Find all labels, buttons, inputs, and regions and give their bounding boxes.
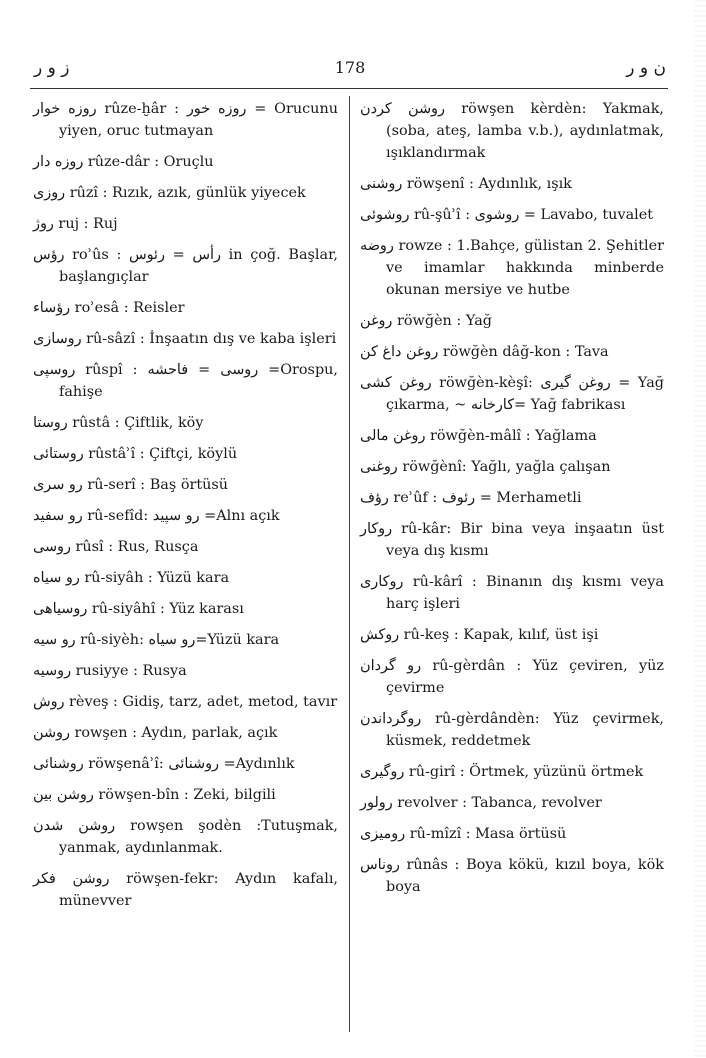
dictionary-entry: روشنى röwşenî : Aydınlık, ışık: [360, 176, 572, 192]
dictionary-entry: روغن كشى röwğèn-kèşî: روغن گيرى = Yağ çıkarma, ~ كارخانه= Yağ fabrikası: [360, 375, 664, 413]
dictionary-entry: روسپى rûspî : روسى = فاحشه =Orospu, fahişe: [33, 362, 338, 400]
dictionary-entry: رو سيه rû-siyèh: رو سياه=Yüzü kara: [33, 632, 280, 648]
dictionary-entry: روغن röwğèn : Yağ: [360, 313, 492, 329]
dictionary-entry: روگيرى rû-girî : Örtmek, yüzünü örtmek: [360, 764, 644, 780]
dictionary-entry: روستائى rûstâʾî : Çiftçi, köylü: [33, 446, 238, 462]
dictionary-entry: روزى rûzî : Rızık, azık, günlük yiyecek: [33, 185, 306, 201]
dictionary-entry: روگرداندن rû-gèrdândèn: Yüz çevirmek, küsmek, reddetmek: [360, 711, 664, 749]
dictionary-entry: روزه دار rûze-dâr : Oruçlu: [33, 154, 214, 170]
page-number: 178: [334, 58, 366, 77]
dictionary-entry: رو سفيد rû-sefîd: رو سپيد =Alnı açık: [33, 508, 280, 524]
dictionary-entry: روشوئى rû-şûʾî : روشوى = Lavabo, tuvalet: [360, 207, 654, 223]
dictionary-entry: رو سياه rû-siyâh : Yüzü kara: [33, 570, 230, 586]
dictionary-entry: روغن مالى röwğèn-mâlî : Yağlama: [360, 428, 597, 444]
header-left-letters: ز و ر: [34, 58, 70, 78]
dictionary-entry: روژ ruj : Ruj: [33, 216, 118, 232]
dictionary-entry: روسياهى rû-siyâhî : Yüz karası: [33, 601, 244, 617]
dictionary-entry: روشن بين röwşen-bîn : Zeki, bilgili: [33, 787, 276, 803]
dictionary-entry: رو سرى rû-serî : Baş örtüsü: [33, 477, 229, 493]
dictionary-entry: روغن داغ كن röwğèn dâğ-kon : Tava: [360, 344, 609, 360]
dictionary-entry: رولور revolver : Tabanca, revolver: [360, 795, 602, 811]
dictionary-entry: روسى rûsî : Rus, Rusça: [33, 539, 199, 555]
dictionary-entry: رؤف reʾûf : رئوف = Merhametli: [360, 490, 582, 506]
dictionary-entry: روشن فكر röwşen-fekr: Aydın kafalı, münevver: [33, 871, 338, 909]
header-rule: [30, 88, 668, 89]
dictionary-entry: روش rèveş : Gidiş, tarz, adet, metod, tavır: [33, 694, 338, 710]
dictionary-entry: روكارى rû-kârî : Binanın dış kısmı veya harç işleri: [360, 574, 664, 612]
dictionary-entry: رؤساء roʾesâ : Reisler: [33, 300, 185, 316]
column-divider: [349, 96, 350, 1032]
dictionary-entry: روناس rûnâs : Boya kökü, kızıl boya, kök boya: [360, 857, 664, 895]
dictionary-entry: روشنائى röwşenâʾî: روشنائى =Aydınlık: [33, 756, 295, 772]
dictionary-entry: روغنى röwğènî: Yağlı, yağla çalışan: [360, 459, 611, 475]
right-column: [360, 98, 664, 907]
page-edge-shading: [694, 0, 706, 1058]
dictionary-entry: روضه rowze : 1.Bahçe, gülistan 2. Şehitler ve imamlar hakkında minberde okunan mersiye ve hutbe: [360, 238, 664, 298]
dictionary-entry: روكش rû-keş : Kapak, kılıf, üst işi: [360, 627, 599, 643]
dictionary-entry: روشن كردن röwşen kèrdèn: Yakmak, (soba, ateş, lamba v.b.), aydınlatmak, ışıklandırmak: [360, 101, 664, 161]
dictionary-entry: روستا rûstâ : Çiftlik, köy: [33, 415, 204, 431]
dictionary-entry: روسازى rû-sâzî : İnşaatın dış ve kaba işleri: [33, 331, 337, 347]
dictionary-entry: روزه خوار rûze-ḫâr : روزه خور = Orucunu yiyen, oruc tutmayan: [33, 101, 338, 139]
dictionary-entry: رو گردان rû-gèrdân : Yüz çeviren, yüz çevirme: [360, 658, 664, 696]
dictionary-entry: روميزى rû-mîzî : Masa örtüsü: [360, 826, 567, 842]
dictionary-entry: روسيه rusiyye : Rusya: [33, 663, 187, 679]
dictionary-entry: روكار rû-kâr: Bir bina veya inşaatın üst veya dış kısmı: [360, 521, 664, 559]
dictionary-entry: روشن شدن rowşen şodèn :Tutuşmak, yanmak, aydınlanmak.: [33, 818, 338, 856]
left-column: [33, 98, 338, 921]
dictionary-entry: روشن rowşen : Aydın, parlak, açık: [33, 725, 278, 741]
header-right-letters: ن و ر: [626, 58, 666, 78]
dictionary-entry: رؤس roʾûs : رأس = رئوس in çoğ. Başlar, başlangıçlar: [33, 247, 338, 285]
